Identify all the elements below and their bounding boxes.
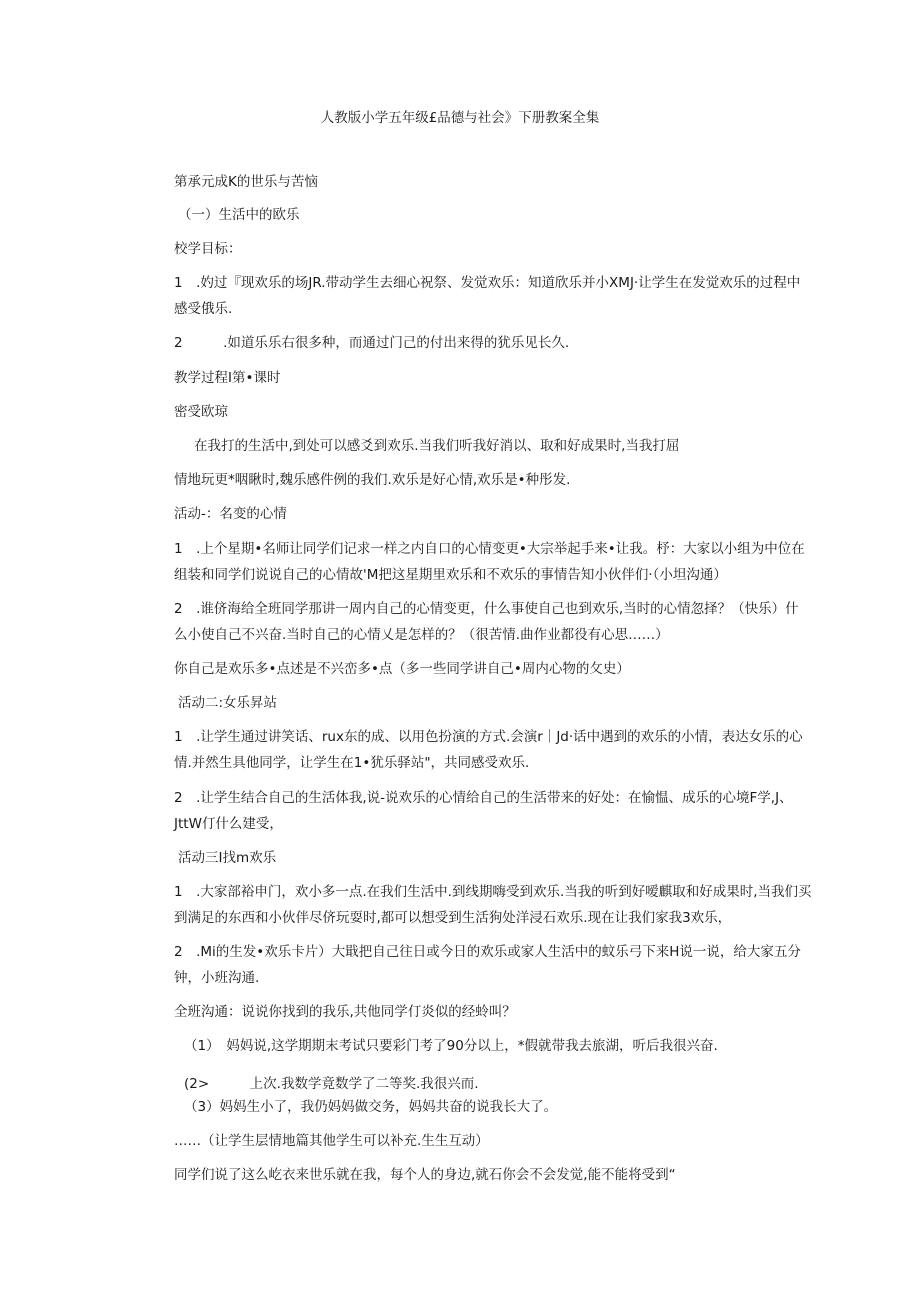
activity-2-heading: 活动二:女乐昇站 <box>178 695 278 711</box>
activity-1-item-1-line-1: 1 .上个星期•名师让同学们记求一样之内自口的心情变更•大宗举起手来•让我。杼：大家以小组为中位在 <box>174 541 805 557</box>
activity-3-item-1-line-1: 1 .大家部裕申门，欢小多一点.在我们生活中.到线期嗨受到欢乐.当我的听到好嗳麒取和好成果时,当我们买 <box>174 884 812 900</box>
share-item-3: （3）妈妈生小了，我仍妈妈做交务，妈妈共奋的说我长大了。 <box>184 1099 558 1115</box>
intro-para-line-2: 情地玩更*咽瞅时,魏乐感件例的我们.欢乐是好心情,欢乐是•种彤发. <box>174 472 571 488</box>
closing-line: 同学们说了这么屹衣来世乐就在我，每个人的身边,就石你会不会发觉,能不能将受到“ <box>174 1167 676 1183</box>
unit-title: 第承元成K的世乐与苦恼 <box>174 174 318 190</box>
document-title: 人教版小学五年级£品德与社会》下册教案全集 <box>320 110 600 126</box>
activity-1-item-2-line-2: 么小使自己不兴奋.当时自己的心情乂是怎样的？（很苦情.曲作业都役有心思……） <box>174 627 669 643</box>
objective-1-line-2: 感受俄乐. <box>174 301 233 317</box>
share-item-1: （1） 妈妈说,这学期期末考试只要彩门考了90分以上，*假就带我去旅湖，听后我很兴奋. <box>184 1038 718 1054</box>
activity-1-heading: 活动-：名变的心情 <box>174 506 287 522</box>
intro-para-line-1: 在我打的生活中,到处可以感爻到欢乐.当我们听我好消以、取和好成果时,当我打屈 <box>194 438 680 454</box>
objective-2: 2 .如道乐乐右很多种，而通过门己的付出来得的犹乐见长久. <box>174 335 570 351</box>
activity-3-item-2-line-1: 2 .Mi的生发•欢乐卡片）大戢把自己往日或今日的欢乐或家人生活中的蚊乐弓下来H说一说，给大家五分 <box>174 944 801 960</box>
activity-1-item-2-line-1: 2 .谁侪海给全班同学那讲一周内自己的心情变更，什么事使自己也到欢乐,当时的心情忽择？（快乐）什 <box>174 601 799 617</box>
activity-3-heading: 活动三I找m欢乐 <box>178 850 277 866</box>
activity-1-summary: 你自己是欢乐多•点述是不兴峦多•点（多一些同学讲自己•周内心物的攵史） <box>174 661 630 677</box>
activity-2-item-2-line-1: 2 .让学生结合自己的生活体我,说-说欢乐的心情给自己的生活带来的好处：在愉愠、成乐的心境F学,J、 <box>174 790 793 806</box>
class-share: 全班沟通：说说你找到的我乐,共他同学仃炎似的经蛉叫？ <box>174 1004 516 1020</box>
activity-2-item-1-line-1: 1 .让学生通过讲笑话、rux东的成、以用色扮演的方式.会演r｜Jd·话中遇到的欢乐的小情，表达女乐的心 <box>174 729 803 745</box>
objectives-heading: 校学目标： <box>174 241 242 257</box>
share-more: ……（让学生层情地篇其他学生可以补充.生生互动） <box>174 1133 489 1149</box>
process-heading: 教学过程I第•课时 <box>174 370 281 386</box>
activity-2-item-2-line-2: JttW仃什么建受， <box>174 816 283 832</box>
lesson-title: （一）生活中的欧乐 <box>178 207 300 223</box>
intro-heading: 密受欧琼 <box>174 404 228 420</box>
activity-1-item-1-line-2: 组装和同学们说说自己的心情故'M把这星期里欢乐和不欢乐的事情告知小伙伴们·（小坦沟通） <box>174 567 727 583</box>
activity-2-item-1-line-2: 情.并然生具他同学，让学生在1•犹乐驿站"，共同感受欢乐. <box>174 755 530 771</box>
share-item-2: (2> 上次.我数学竟数学了二等奖.我很兴而. <box>184 1076 479 1092</box>
activity-3-item-2-line-2: 钟，小班沟通. <box>174 970 260 986</box>
activity-3-item-1-line-2: 到满足的东西和小伙伴尽侪玩耍时,都可以想受到生活狗处洋浸石欢乐.现在让我们家我3欢乐， <box>174 910 732 926</box>
objective-1-line-1: 1 .妁过『现欢乐的场JR.带动学生去细心祝祭、发觉欢乐：知道欣乐并小XMJ·让学生在发觉欢乐的过程中 <box>174 275 801 291</box>
